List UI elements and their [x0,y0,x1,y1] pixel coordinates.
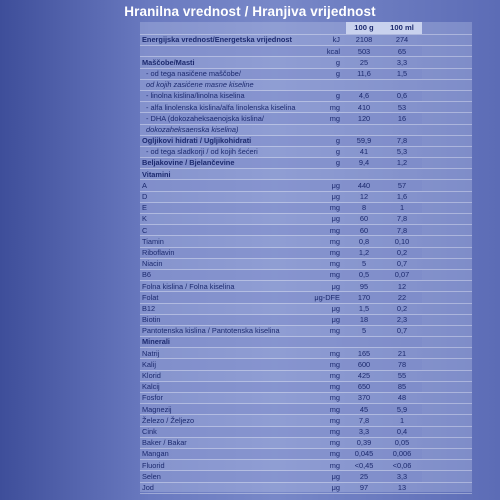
value-100g [346,337,382,348]
table-row [140,225,472,236]
value-100g: 8 [346,202,382,213]
nutrient-unit: μg [331,192,340,202]
value-100ml: 55 [397,371,407,381]
table-row [140,57,472,68]
value-100ml: 1,2 [382,158,422,169]
nutrient-name: Pantotenska kislina / Pantotenska kiselina [142,326,280,336]
value-100ml: 16 [382,113,422,124]
nutrient-name: Jod [142,482,154,492]
row-spacer [422,135,472,146]
value-100g: 120 [346,113,382,124]
table-row [140,68,472,79]
value-100ml: <0,06 [392,460,412,470]
nutrient-name: Klorid [142,371,161,381]
row-spacer [422,359,472,370]
row-spacer [422,57,472,68]
table-row [140,169,472,180]
nutrient-unit: mg [329,371,340,381]
nutrient-name: Mangan [140,448,300,459]
value-100g: 425 [357,371,371,381]
nutrient-unit: mg [300,113,346,124]
header-100g: 100 g [346,22,382,35]
value-100g: 165 [357,348,371,358]
nutrient-name: od kojih zasićene masne kiseline [146,80,254,90]
row-spacer [422,460,472,471]
nutrient-unit: mg [329,438,340,448]
nutrient-unit [300,124,346,135]
value-100ml: 1,5 [382,68,422,79]
value-100ml: 13 [397,482,407,492]
value-100g: 11,6 [346,68,382,79]
nutrient-unit [300,169,346,180]
row-spacer [422,281,472,292]
table-row [140,426,472,437]
table-row [140,191,472,202]
table-row [140,303,472,314]
nutrient-name: Riboflavin [140,247,300,258]
value-100g: <0,45 [354,460,374,470]
nutrient-name [140,46,300,57]
table-row [140,337,472,348]
nutrient-name: dokozaheksaenska kiselina) [146,124,239,134]
value-100g: 97 [359,482,369,492]
value-100ml [382,337,422,348]
nutrient-name: Beljakovine / Bjelančevine [140,158,300,169]
row-spacer [422,348,472,359]
row-spacer [422,437,472,448]
value-100g: 60 [359,214,369,224]
table-row [140,281,472,292]
nutrient-unit: mg [300,225,346,236]
nutrient-name: Kalij [140,359,300,370]
value-100ml: 12 [397,281,407,291]
value-100ml: 1 [399,415,405,425]
row-spacer [422,202,472,213]
row-spacer [422,68,472,79]
nutrient-unit: g [300,158,346,169]
row-spacer [422,370,472,381]
value-100ml: 7,8 [382,135,422,146]
value-100ml: 48 [397,393,407,403]
table-row [140,113,472,124]
nutrient-name: Folat [140,292,300,303]
nutrient-unit: g [335,147,340,157]
nutrient-name: Minerali [140,337,300,348]
value-100g: 0,5 [346,269,382,280]
value-100ml: 57 [382,180,422,191]
nutrient-unit: mg [300,359,346,370]
header-name-cell [140,22,300,35]
nutrient-unit: mg [300,448,346,459]
value-100ml: 3,3 [382,471,422,482]
value-100ml: 78 [382,359,422,370]
table-row [140,258,472,269]
table-row [140,415,472,426]
value-100g: 60 [346,225,382,236]
value-100ml: 0,2 [382,247,422,258]
value-100ml: 0,07 [382,269,422,280]
nutrient-unit: μg [300,180,346,191]
nutrient-name: Fosfor [142,393,163,403]
nutrient-name: Natrij [142,348,160,358]
row-spacer [422,236,472,247]
row-spacer [422,214,472,225]
row-spacer [422,158,472,169]
nutrient-name: Tiamin [142,236,164,246]
nutrient-unit [300,337,346,348]
value-100g: 95 [359,281,369,291]
value-100g: 4,6 [346,90,382,101]
value-100g: 0,8 [358,236,370,246]
nutrient-unit: g [335,57,340,67]
nutrition-table [140,22,472,494]
nutrient-name: - od tega nasičene maščobe/ [140,68,300,79]
table-header-row [140,22,472,35]
table-row [140,79,472,90]
nutrient-name: K [142,214,147,224]
value-100ml [382,124,422,135]
table-row [140,35,472,46]
row-spacer [422,325,472,336]
value-100ml: 274 [395,35,409,45]
nutrient-name: Baker / Bakar [142,438,187,448]
value-100g: 59,9 [346,135,382,146]
row-spacer [422,247,472,258]
nutrient-name: Cink [140,426,300,437]
table-row [140,124,472,135]
value-100g: 370 [357,393,371,403]
table-row [140,393,472,404]
value-100ml: 0,7 [396,259,408,269]
nutrient-unit: g [300,90,346,101]
value-100ml [382,169,422,180]
table-row [140,158,472,169]
value-100ml: 53 [397,102,407,112]
table-row [140,146,472,157]
nutrient-name: Maščobe/Masti [142,57,195,67]
row-spacer [422,46,472,57]
value-100g: 25 [359,57,369,67]
row-spacer [422,258,472,269]
table-row [140,325,472,336]
value-100ml: 0,4 [382,426,422,437]
table-row [140,348,472,359]
table-row [140,370,472,381]
row-spacer [422,90,472,101]
nutrient-name: - DHA (dokozaheksaenojska kislina/ [140,113,300,124]
nutrient-unit: μg [331,303,340,313]
nutrient-unit: mg [329,415,340,425]
header-unit-cell [300,22,346,35]
table-row [140,437,472,448]
table-row [140,135,472,146]
nutrient-unit: mg [329,326,340,336]
row-spacer [422,269,472,280]
nutrient-unit: g [300,68,346,79]
value-100ml: 0,006 [382,448,422,459]
nutrient-unit: mg [300,426,346,437]
row-spacer [422,180,472,191]
row-spacer [422,102,472,113]
value-100g [346,79,382,90]
value-100g: 600 [346,359,382,370]
value-100g: 7,8 [358,415,370,425]
nutrient-unit: mg [329,348,340,358]
nutrient-name: Železo / Željezo [142,415,195,425]
nutrient-name: E [140,202,300,213]
nutrient-unit: μg [331,214,340,224]
nutrient-unit: μg [331,281,340,291]
nutrient-unit: kcal [300,46,346,57]
nutrient-unit: mg [300,381,346,392]
nutrient-unit: mg [300,202,346,213]
nutrient-name: Selen [140,471,300,482]
value-100g: 650 [346,381,382,392]
table-row [140,180,472,191]
table-row [140,448,472,459]
value-100ml: 0,05 [394,438,410,448]
table-row [140,460,472,471]
table-row [140,292,472,303]
nutrient-name: - alfa linolenska kislina/alfa linolenska kiselina [146,102,296,112]
nutrient-unit: kJ [332,35,340,45]
value-100ml: 3,3 [396,57,408,67]
nutrient-name: Kalcij [140,381,300,392]
nutrient-name: Biotin [140,314,300,325]
table-row [140,269,472,280]
nutrient-name: B6 [140,269,300,280]
value-100g: 1,2 [346,247,382,258]
row-spacer [422,303,472,314]
table-row [140,471,472,482]
nutrient-unit: mg [329,236,340,246]
value-100g: 0,045 [346,448,382,459]
value-100g: 3,3 [346,426,382,437]
table-row [140,359,472,370]
row-spacer [422,415,472,426]
nutrition-table-body [140,22,472,493]
value-100ml: 65 [382,46,422,57]
nutrient-unit [300,79,346,90]
nutrient-name: B12 [142,303,156,313]
row-spacer [422,79,472,90]
nutrient-name: Fluorid [142,460,165,470]
table-row [140,202,472,213]
row-spacer [422,471,472,482]
nutrient-unit: mg [329,393,340,403]
table-row [140,90,472,101]
table-row [140,46,472,57]
value-100g: 2108 [355,35,373,45]
table-row [140,314,472,325]
value-100g: 440 [346,180,382,191]
nutrient-unit: mg [300,247,346,258]
value-100ml: 7,8 [396,214,408,224]
row-spacer [422,314,472,325]
nutrient-name: D [142,192,148,202]
nutrient-unit: g [300,135,346,146]
value-100g: 503 [346,46,382,57]
value-100g: 9,4 [346,158,382,169]
row-spacer [422,225,472,236]
nutrient-name: Energijska vrednost/Energetska vrijednost [142,35,292,45]
table-row [140,214,472,225]
nutrient-unit: μg-DFE [300,292,346,303]
value-100ml: 85 [382,381,422,392]
row-spacer [422,146,472,157]
value-100ml: 21 [397,348,407,358]
value-100ml: 22 [382,292,422,303]
value-100ml: 0,6 [382,90,422,101]
value-100g: 170 [346,292,382,303]
value-100g [346,169,382,180]
value-100ml: 1,6 [396,192,408,202]
row-spacer [422,169,472,180]
value-100ml: 0,2 [396,303,408,313]
nutrient-name: - od tega sladkorji / od kojih šećeri [146,147,258,157]
nutrient-name: - linolna kislina/linolna kiselina [140,90,300,101]
value-100ml: 7,8 [382,225,422,236]
value-100g: 5 [361,259,367,269]
nutrient-unit: mg [300,404,346,415]
value-100g: 12 [359,192,369,202]
nutrient-unit: mg [329,259,340,269]
table-row [140,381,472,392]
row-spacer [422,381,472,392]
value-100g: 45 [346,404,382,415]
row-spacer [422,124,472,135]
value-100ml: 5,3 [396,147,408,157]
value-100g: 0,39 [356,438,372,448]
table-row [140,102,472,113]
row-spacer [422,426,472,437]
page-title: Hranilna vrednost / Hranjiva vrijednost [124,4,376,19]
table-row [140,236,472,247]
value-100ml: 2,3 [382,314,422,325]
value-100g [346,124,382,135]
row-spacer [422,404,472,415]
row-spacer [422,448,472,459]
nutrient-name: Vitamini [142,169,171,179]
value-100ml: 0,7 [396,326,408,336]
row-spacer [422,337,472,348]
table-row [140,404,472,415]
value-100ml [382,79,422,90]
nutrient-name: Ogljikovi hidrati / Ugljikohidrati [140,135,300,146]
nutrient-name: Magnezij [140,404,300,415]
nutrient-unit: μg [331,482,340,492]
row-spacer [422,113,472,124]
nutrient-unit: μg [300,314,346,325]
row-spacer [422,191,472,202]
header-100ml: 100 ml [382,22,422,35]
row-spacer [422,393,472,404]
value-100g: 18 [346,314,382,325]
table-row [140,247,472,258]
value-100g: 5 [361,326,367,336]
row-spacer [422,35,472,46]
nutrient-name: C [140,225,300,236]
nutrient-unit: mg [300,269,346,280]
value-100ml: 0,10 [394,236,410,246]
row-spacer [422,292,472,303]
value-100g: 410 [357,102,371,112]
nutrient-unit: μg [300,471,346,482]
value-100ml: 1 [382,202,422,213]
nutrient-unit: mg [329,460,340,470]
nutrient-unit: mg [329,102,340,112]
value-100g: 25 [346,471,382,482]
nutrient-name: A [140,180,300,191]
table-row [140,482,472,493]
nutrient-name: Folna kislina / Folna kiselina [142,281,235,291]
value-100g: 1,5 [358,303,370,313]
nutrient-name: Niacin [142,259,163,269]
row-spacer [422,482,472,493]
value-100g: 41 [359,147,369,157]
header-spacer [422,22,472,35]
value-100ml: 5,9 [382,404,422,415]
